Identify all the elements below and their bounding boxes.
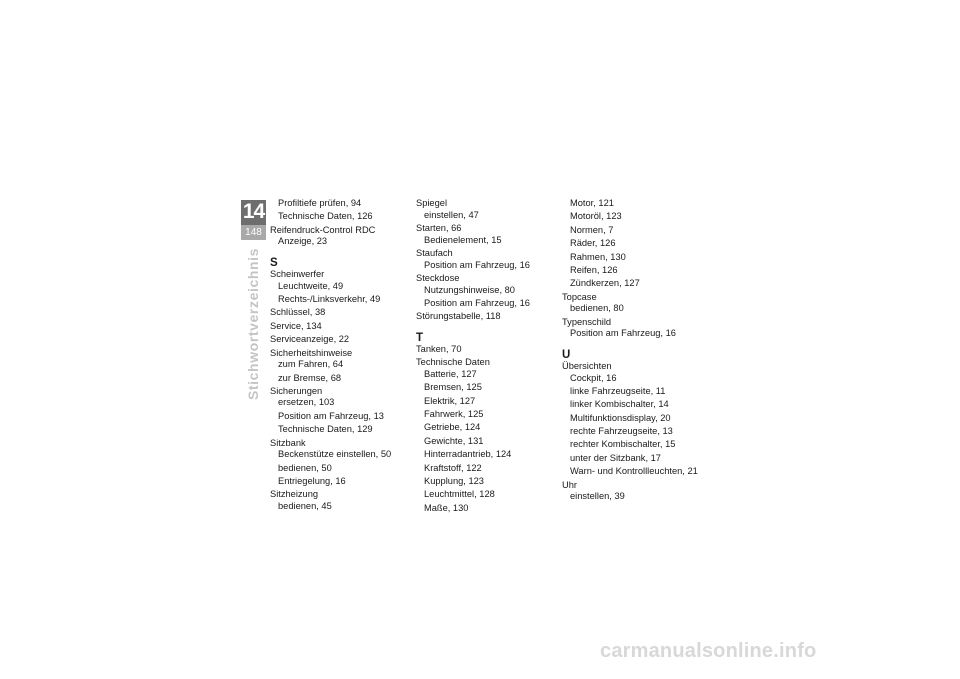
index-subentry: Elektrik, 127 (424, 395, 476, 406)
index-subentry: unter der Sitzbank, 17 (570, 452, 661, 463)
index-subentry: Getriebe, 124 (424, 422, 481, 433)
index-subentry: Kupplung, 123 (424, 476, 484, 487)
index-subentry: Motoröl, 123 (570, 211, 622, 222)
index-entry: Staufach (416, 247, 453, 258)
index-column-2 (416, 198, 566, 514)
index-subentry: Rechts-/Linksverkehr, 49 (278, 293, 381, 304)
index-entry: Uhr (562, 479, 577, 490)
index-subentry: zur Bremse, 68 (278, 372, 342, 383)
chapter-title: Stichwortverzeichnis (245, 247, 261, 401)
index-subentry: linker Kombischalter, 14 (570, 399, 669, 410)
index-subentry: Entriegelung, 16 (278, 476, 346, 487)
index-entry: Störungstabelle, 118 (416, 311, 501, 322)
index-column-1 (270, 198, 420, 513)
index-subentry: Gewichte, 131 (424, 435, 484, 446)
index-entry: Sicherungen (270, 385, 323, 396)
index-subentry: Technische Daten, 126 (278, 211, 373, 222)
watermark: carmanualsonline.info (600, 640, 817, 662)
index-subentry: Leuchtmittel, 128 (424, 489, 495, 500)
index-subentry: Bremsen, 125 (424, 382, 482, 393)
index-subentry: Position am Fahrzeug, 13 (278, 410, 384, 421)
index-entry: Service, 134 (270, 320, 322, 331)
index-subentry: ersetzen, 103 (278, 397, 335, 408)
index-subentry: Normen, 7 (570, 224, 614, 235)
index-entry: Starten, 66 (416, 222, 462, 233)
index-subentry: Multifunktionsdisplay, 20 (570, 412, 671, 423)
index-entry: Tanken, 70 (416, 343, 462, 354)
index-subentry: Leuchtweite, 49 (278, 280, 344, 291)
index-subentry: rechte Fahrzeugseite, 13 (570, 426, 673, 437)
index-entry: Spiegel (416, 198, 448, 208)
index-subentry: bedienen, 80 (570, 303, 624, 314)
index-letter-heading: T (416, 331, 424, 344)
index-letter-heading: U (562, 348, 571, 361)
index-subentry: linke Fahrzeugseite, 11 (570, 385, 666, 396)
index-entry: Topcase (562, 291, 597, 302)
index-subentry: Warn- und Kontrollleuchten, 21 (570, 466, 698, 477)
index-subentry: zum Fahren, 64 (278, 359, 344, 370)
index-subentry: Hinterradantrieb, 124 (424, 449, 512, 460)
index-entry: Technische Daten (416, 357, 490, 368)
index-subentry: bedienen, 50 (278, 462, 332, 473)
index-subentry: rechter Kombischalter, 15 (570, 439, 676, 450)
index-subentry: Batterie, 127 (424, 368, 477, 379)
index-subentry: Technische Daten, 129 (278, 424, 373, 435)
index-letter-heading: S (270, 256, 278, 269)
index-column-3 (562, 198, 712, 503)
index-subentry: Fahrwerk, 125 (424, 409, 484, 420)
index-entry: Schlüssel, 38 (270, 307, 326, 318)
index-entry: Reifendruck-Control RDC (270, 224, 376, 235)
page-number: 148 (241, 225, 266, 240)
index-entry: Sitzbank (270, 437, 306, 448)
index-entry: Sicherheitshinweise (270, 347, 353, 358)
index-subentry: einstellen, 47 (424, 209, 479, 220)
index-entry: Übersichten (562, 360, 612, 371)
index-subentry: Zündkerzen, 127 (570, 278, 640, 289)
index-subentry: Maße, 130 (424, 502, 469, 513)
index-subentry: Rahmen, 130 (570, 251, 626, 262)
index-entry: Steckdose (416, 272, 460, 283)
index-entry: Serviceanzeige, 22 (270, 334, 350, 345)
index-subentry: Profiltiefe prüfen, 94 (278, 198, 362, 208)
index-subentry: Position am Fahrzeug, 16 (570, 328, 676, 339)
index-subentry: Nutzungshinweise, 80 (424, 284, 515, 295)
index-subentry: einstellen, 39 (570, 491, 625, 502)
index-subentry: Cockpit, 16 (570, 372, 617, 383)
index-subentry: Position am Fahrzeug, 16 (424, 259, 530, 270)
index-entry: Sitzheizung (270, 489, 319, 500)
index-subentry: Reifen, 126 (570, 264, 618, 275)
chapter-tab (241, 200, 266, 240)
index-subentry: Räder, 126 (570, 238, 616, 249)
index-entry: Scheinwerfer (270, 268, 325, 279)
index-subentry: Motor, 121 (570, 198, 614, 208)
index-subentry: Position am Fahrzeug, 16 (424, 297, 530, 308)
chapter-number: 14 (242, 200, 265, 223)
index-subentry: Kraftstoff, 122 (424, 462, 482, 473)
index-subentry: Bedienelement, 15 (424, 234, 502, 245)
index-subentry: Beckenstütze einstellen, 50 (278, 449, 392, 460)
index-entry: Typenschild (562, 316, 612, 327)
index-subentry: Anzeige, 23 (278, 236, 328, 247)
index-subentry: bedienen, 45 (278, 501, 332, 512)
